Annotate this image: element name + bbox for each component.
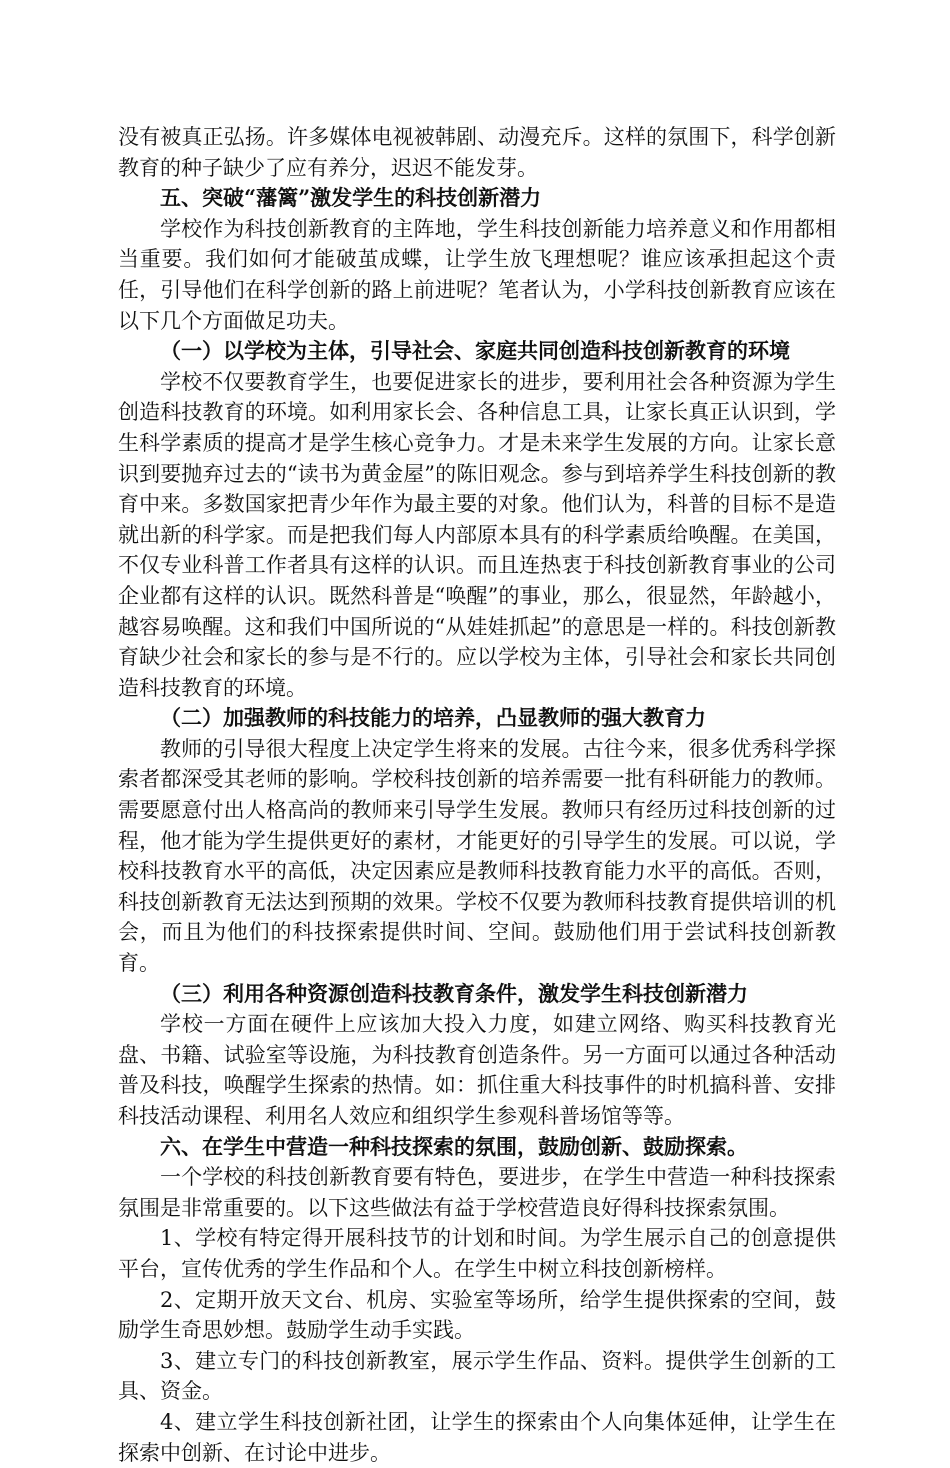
list-item-3: 3、建立专门的科技创新教室，展示学生作品、资料。提供学生创新的工具、资金。 bbox=[118, 1348, 836, 1404]
list-item-2: 2、定期开放天文台、机房、实验室等场所，给学生提供探索的空间，鼓励学生奇思妙想。鼓励学生动手实践。 bbox=[118, 1287, 836, 1343]
document-page bbox=[118, 122, 836, 1468]
section-heading-5: 五、突破“藩篱”激发学生的科技创新潜力 bbox=[160, 185, 542, 211]
paragraph: 学校作为科技创新教育的主阵地，学生科技创新能力培养意义和作用都相当重要。我们如何才能破茧成蝶，让学生放飞理想呢？谁应该承担起这个责任，引导他们在科学创新的路上前进呢？笔者认为，小学科技创新教育应该在以下几个方面做足功夫。 bbox=[118, 216, 836, 333]
list-item-4: 4、建立学生科技创新社团，让学生的探索由个人向集体延伸，让学生在探索中创新、在讨论中进步。 bbox=[118, 1409, 836, 1465]
paragraph: 学校一方面在硬件上应该加大投入力度，如建立网络、购买科技教育光盘、书籍、试验室等设施，为科技教育创造条件。另一方面可以通过各种活动普及科技，唤醒学生探索的热情。如：抓住重大科技事件的时机搞科普、安排科技活动课程、利用名人效应和组织学生参观科普场馆等等。 bbox=[118, 1012, 836, 1128]
paragraph: 一个学校的科技创新教育要有特色，要进步，在学生中营造一种科技探索氛围是非常重要的。以下这些做法有益于学校营造良好得科技探索氛围。 bbox=[118, 1165, 836, 1220]
subsection-heading-3: （三）利用各种资源创造科技教育条件，激发学生科技创新潜力 bbox=[160, 980, 748, 1006]
subsection-heading-1: （一）以学校为主体，引导社会、家庭共同创造科技创新教育的环境 bbox=[160, 338, 790, 364]
list-item-1: 1、学校有特定得开展科技节的计划和时间。为学生展示自己的创意提供平台，宣传优秀的学生作品和个人。在学生中树立科技创新榜样。 bbox=[118, 1226, 836, 1281]
paragraph: 教师的引导很大程度上决定学生将来的发展。古往今来，很多优秀科学探索者都深受其老师的影响。学校科技创新的培养需要一批有科研能力的教师。需要愿意付出人格高尚的教师来引导学生发展。教师只有经历过科技创新的过程，他才能为学生提供更好的素材，才能更好的引导学生的发展。可以说，学校科技教育水平的高低，决定因素应是教师科技教育能力水平的高低。否则，科技创新教育无法达到预期的效果。学校不仅要为教师科技教育提供培训的机会，而且为他们的科技探索提供时间、空间。鼓励他们用于尝试科技创新教育。 bbox=[118, 736, 836, 976]
paragraph-continued: 没有被真正弘扬。许多媒体电视被韩剧、动漫充斥。这样的氛围下，科学创新教育的种子缺少了应有养分，迟迟不能发芽。 bbox=[118, 125, 836, 180]
paragraph: 学校不仅要教育学生，也要促进家长的进步，要利用社会各种资源为学生创造科技教育的环境。如利用家长会、各种信息工具，让家长真正认识到，学生科学素质的提高才是学生核心竞争力。才是未来学生发展的方向。让家长意识到要抛弃过去的“读书为黄金屋”的陈旧观念。参与到培养学生科技创新的教育中来。多数国家把青少年作为最主要的对象。他们认为，科普的目标不是造就出新的科学家。而是把我们每人内部原本具有的科学素质给唤醒。在美国，不仅专业科普工作者具有这样的认识。而且连热衷于科技创新教育事业的公司企业都有这样的认识。既然科普是“唤醒”的事业，那么，很显然，年龄越小，越容易唤醒。这和我们中国所说的“从娃娃抓起”的意思是一样的。科技创新教育缺少社会和家长的参与是不行的。应以学校为主体，引导社会和家长共同创造科技教育的环境。 bbox=[118, 369, 836, 700]
subsection-heading-2: （二）加强教师的科技能力的培养，凸显教师的强大教育力 bbox=[160, 705, 706, 731]
section-heading-6: 六、在学生中营造一种科技探索的氛围，鼓励创新、鼓励探索。 bbox=[160, 1133, 748, 1159]
